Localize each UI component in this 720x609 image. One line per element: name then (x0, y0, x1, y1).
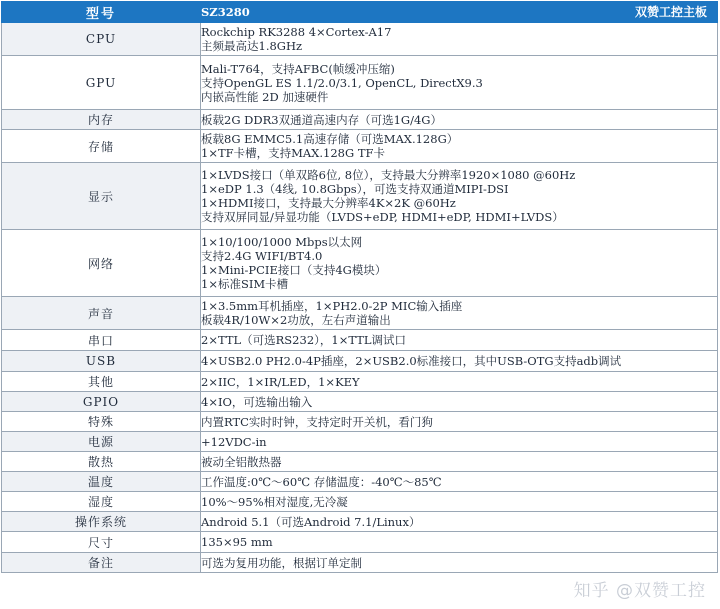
spec-value-line: 板载8G EMMC5.1高速存储（可选MAX.128G） (201, 132, 459, 146)
spec-label: 网络 (2, 230, 201, 297)
spec-value-line: 支持OpenGL ES 1.1/2.0/3.1, OpenCL, DirectX9.3 (201, 75, 483, 90)
spec-row (2, 392, 718, 412)
spec-value-line: Android 5.1（可选Android 7.1/Linux） (201, 514, 421, 529)
spec-row (2, 23, 718, 56)
spec-row (2, 412, 718, 432)
spec-label: 温度 (2, 472, 201, 492)
spec-value-line: 4×USB2.0 PH2.0-4P插座，2×USB2.0标准接口，其中USB-OTG支持adb调试 (201, 354, 622, 368)
spec-value (201, 532, 718, 553)
spec-value (201, 432, 718, 452)
spec-label: 显示 (2, 163, 201, 230)
spec-value (201, 230, 718, 297)
spec-value (201, 392, 718, 412)
spec-value-line: 1×HDMI接口，支持最大分辨率4K×2K @60Hz (201, 196, 456, 210)
spec-value-line: 可选为复用功能，根据订单定制 (201, 555, 362, 570)
spec-value-line: 内嵌高性能 2D 加速硬件 (201, 89, 329, 104)
spec-value-line: 2×IIC，1×IR/LED，1×KEY (201, 374, 360, 389)
spec-value-line: 1×10/100/1000 Mbps以太网 (201, 235, 363, 249)
spec-value (201, 512, 718, 532)
spec-row (2, 452, 718, 472)
spec-value-line: 工作温度:0℃～60℃ 存储温度：-40℃～85℃ (201, 474, 442, 489)
spec-value-line: 支持2.4G WIFI/BT4.0 (201, 249, 323, 263)
spec-label: 电源 (2, 432, 201, 452)
spec-value (201, 492, 718, 512)
spec-value-line: 1×LVDS接口（单双路6位, 8位），支持最大分辨率1920×1080 @60Hz (201, 168, 576, 182)
model-name: SZ3280 (201, 5, 250, 19)
spec-label: 其他 (2, 372, 201, 392)
spec-value-line: 2×TTL（可选RS232），1×TTL调试口 (201, 333, 407, 347)
spec-label: 特殊 (2, 412, 201, 432)
spec-value-line: 1×eDP 1.3（4线, 10.8Gbps），可选支持双通道MIPI-DSI (201, 182, 509, 196)
spec-value-line: 内置RTC实时时钟，支持定时开关机，看门狗 (201, 414, 433, 429)
spec-row (2, 297, 718, 330)
spec-label: GPU (2, 56, 201, 110)
spec-label: 声音 (2, 297, 201, 330)
spec-value (201, 351, 718, 372)
spec-value-line: Mali-T764，支持AFBC(帧缓冲压缩) (201, 61, 395, 76)
spec-value (201, 110, 718, 130)
header-row (2, 2, 718, 23)
spec-value (201, 412, 718, 432)
spec-value (201, 23, 718, 56)
spec-value-line: 板载4R/10W×2功放，左右声道输出 (201, 313, 391, 327)
spec-value-line: Rockchip RK3288 4×Cortex-A17 (201, 25, 392, 39)
spec-value (201, 553, 718, 573)
spec-value-line: 1×标准SIM卡槽 (201, 277, 289, 291)
spec-value (201, 130, 718, 163)
spec-row (2, 532, 718, 553)
spec-row (2, 163, 718, 230)
spec-label: 存储 (2, 130, 201, 163)
header-label: 型号 (2, 2, 201, 23)
spec-row (2, 56, 718, 110)
spec-row (2, 230, 718, 297)
spec-value-line: 1×TF卡槽，支持MAX.128G TF卡 (201, 146, 385, 160)
spec-value (201, 163, 718, 230)
spec-value-line: 主频最高达1.8GHz (201, 39, 303, 53)
spec-label: 内存 (2, 110, 201, 130)
spec-row (2, 330, 718, 351)
spec-value (201, 56, 718, 110)
spec-value (201, 330, 718, 351)
spec-value-line: 被动全铝散热器 (201, 454, 282, 469)
spec-value-line: 支持双屏同显/异显功能（LVDS+eDP, HDMI+eDP, HDMI+LVDS） (201, 210, 564, 224)
spec-row (2, 512, 718, 532)
watermark: 知乎 @双赞工控 (573, 581, 706, 601)
spec-value-line: 1×3.5mm耳机插座，1×PH2.0-2P MIC输入插座 (201, 299, 463, 313)
spec-row (2, 110, 718, 130)
spec-value-line: 1×Mini-PCIE接口（支持4G模块） (201, 263, 387, 277)
spec-row (2, 130, 718, 163)
spec-label: 尺寸 (2, 532, 201, 553)
brand-name: 双赞工控主板 (634, 5, 707, 19)
spec-label: 散热 (2, 452, 201, 472)
spec-row (2, 472, 718, 492)
spec-row (2, 492, 718, 512)
spec-label: 湿度 (2, 492, 201, 512)
spec-row (2, 372, 718, 392)
spec-row (2, 553, 718, 573)
spec-label: CPU (2, 23, 201, 56)
spec-table (1, 1, 718, 573)
spec-value-line: +12VDC-in (201, 434, 267, 449)
spec-value (201, 372, 718, 392)
spec-value-line: 板载2G DDR3双通道高速内存（可选1G/4G） (201, 112, 442, 127)
spec-label: USB (2, 351, 201, 372)
spec-label: 备注 (2, 553, 201, 573)
spec-value-line: 4×IO，可选输出输入 (201, 394, 313, 409)
spec-value-line: 10%～95%相对湿度,无冷凝 (201, 494, 348, 509)
spec-value-line: 135×95 mm (201, 535, 273, 549)
spec-label: 操作系统 (2, 512, 201, 532)
spec-value (201, 452, 718, 472)
spec-row (2, 432, 718, 452)
spec-row (2, 351, 718, 372)
spec-value (201, 297, 718, 330)
spec-label: GPIO (2, 392, 201, 412)
spec-label: 串口 (2, 330, 201, 351)
spec-value (201, 472, 718, 492)
